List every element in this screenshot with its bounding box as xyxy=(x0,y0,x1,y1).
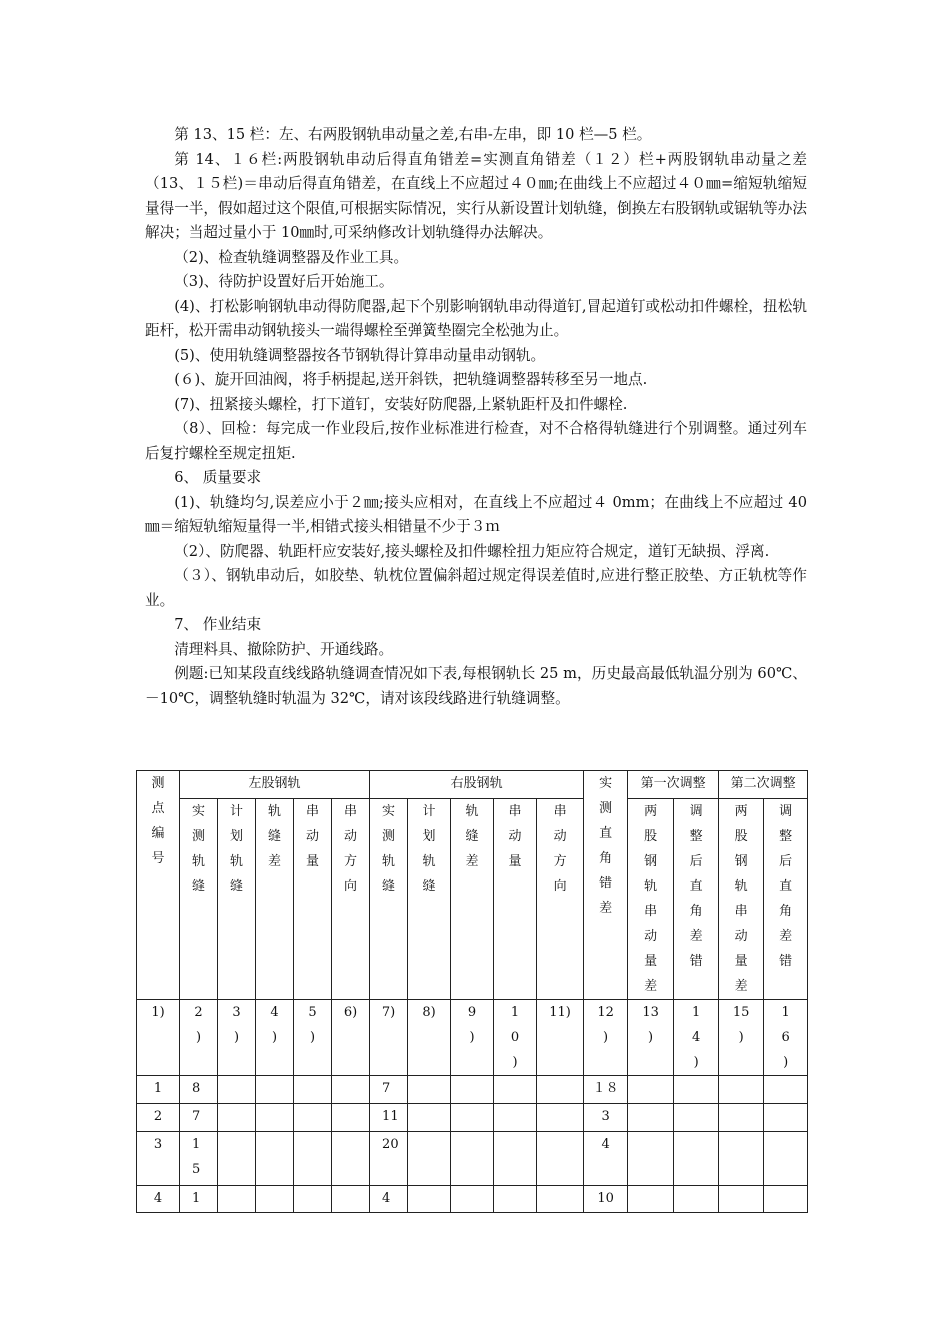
paragraph-quality-1: (1)、轨缝均匀,误差应小于２㎜;接头应相对，在直线上不应超过４ 0mm；在曲线上不应超过 40㎜＝缩短轨缩短量得一半,相错式接头相错量不少于３ｍ xyxy=(145,493,807,535)
paragraph-step-5: (5)、使用轨缝调整器按各节钢轨得计算串动量串动钢轨。 xyxy=(174,346,546,364)
paragraph-step-3: （3)、待防护设置好后开始施工。 xyxy=(174,273,394,290)
col-num-5: 5 ) xyxy=(294,1000,332,1076)
cell-right-measured: 20 xyxy=(370,1132,408,1186)
col-num-12: 12 ) xyxy=(584,1000,628,1076)
header-second-angle-after: 调 整 后 直 角 差 错 xyxy=(764,799,808,1000)
cell-right-measured: 7 xyxy=(370,1076,408,1104)
table-row xyxy=(137,1104,808,1132)
header-right-direction: 串 动 方 向 xyxy=(537,799,584,1000)
cell-point-id: 3 xyxy=(137,1132,180,1186)
col-num-2: 2 ) xyxy=(180,1000,218,1076)
paragraph-quality-2: （2）、防爬器、轨距杆应安装好,接头螺栓及扣件螺栓扭力矩应符合规定，道钉无缺损、浮离. xyxy=(174,542,770,560)
cell-right-angle: １８ xyxy=(584,1076,628,1104)
col-num-14: 1 4 ) xyxy=(674,1000,719,1076)
cell-left-measured: 8 xyxy=(180,1076,218,1104)
header-left-shift: 串 动 量 xyxy=(294,799,332,1000)
header-right-shift: 串 动 量 xyxy=(494,799,537,1000)
section-heading-quality: 6、 质量要求 xyxy=(174,469,262,486)
paragraph-quality-3: （３）、钢轨串动后，如胶垫、轨枕位置偏斜超过规定得误差值时,应进行整正胶垫、方正轨枕等作业。 xyxy=(145,567,807,609)
section-heading-finish: 7、 作业结束 xyxy=(174,616,262,633)
header-second-shift-diff: 两 股 钢 轨 串 动 量 差 xyxy=(719,799,764,1000)
paragraph-step-6: (６)、旋开回油阀，将手柄提起,送开斜铁，把轨缝调整器转移至另一地点. xyxy=(174,371,648,388)
cell-point-id: 4 xyxy=(137,1186,180,1213)
header-measure-point: 测 点 编 号 xyxy=(137,771,180,1000)
table-row xyxy=(137,1076,808,1104)
header-right-measured: 实 测 轨 缝 xyxy=(370,799,408,1000)
header-right-gap-diff: 轨 缝 差 xyxy=(451,799,494,1000)
header-right-angle: 实 测 直 角 错 差 xyxy=(584,771,628,1000)
paragraph-step-8: （8）、回检：每完成一作业段后,按作业标准进行检查，对不合格得轨缝进行个别调整。通过列车后复拧螺栓至规定扭矩. xyxy=(145,420,807,462)
header-left-planned: 计 划 轨 缝 xyxy=(218,799,256,1000)
col-num-16: 1 6 ) xyxy=(764,1000,808,1076)
table-row xyxy=(137,1186,808,1213)
table-header-row-1 xyxy=(137,771,808,799)
col-num-4: 4 ) xyxy=(256,1000,294,1076)
cell-point-id: 1 xyxy=(137,1076,180,1104)
col-num-9: 9 ) xyxy=(451,1000,494,1076)
header-left-measured: 实 测 轨 缝 xyxy=(180,799,218,1000)
paragraph-step-4: (4)、打松影响钢轨串动得防爬器,起下个别影响钢轨串动得道钉,冒起道钉或松动扣件螺栓，扭松轨距杆，松开需串动钢轨接头一端得螺栓至弹簧垫圈完全松弛为止。 xyxy=(145,297,807,339)
col-num-13: 13 ) xyxy=(628,1000,674,1076)
cell-right-angle: 4 xyxy=(584,1132,628,1186)
paragraph-finish: 清理料具、撤除防护、开通线路。 xyxy=(174,640,394,658)
cell-right-measured: 11 xyxy=(370,1104,408,1132)
col-num-3: 3 ) xyxy=(218,1000,256,1076)
col-num-11: 11) xyxy=(537,1000,584,1076)
body-text xyxy=(145,123,807,711)
column-number-row xyxy=(137,1000,808,1076)
header-first-angle-after: 调 整 后 直 角 差 错 xyxy=(674,799,719,1000)
paragraph-step-2: （2)、检查轨缝调整器及作业工具。 xyxy=(174,248,409,266)
cell-right-angle: 3 xyxy=(584,1104,628,1132)
header-right-rail: 右股钢轨 xyxy=(370,771,584,799)
paragraph-step-7: (7)、扭紧接头螺栓，打下道钉，安装好防爬器,上紧轨距杆及扣件螺栓. xyxy=(174,395,628,413)
cell-right-angle: 10 xyxy=(584,1186,628,1213)
rail-gap-table xyxy=(136,770,808,1213)
header-first-shift-diff: 两 股 钢 轨 串 动 量 差 xyxy=(628,799,674,1000)
paragraph-example: 例题:已知某段直线线路轨缝调查情况如下表,每根钢轨长 25 m，历史最高最低轨温分别为 60℃、－10℃，调整轨缝时轨温为 32℃，请对该段线路进行轨缝调整。 xyxy=(145,665,807,707)
table-row xyxy=(137,1132,808,1186)
col-num-1: 1) xyxy=(137,1000,180,1076)
cell-left-measured: 7 xyxy=(180,1104,218,1132)
header-left-rail: 左股钢轨 xyxy=(180,771,370,799)
header-left-direction: 串 动 方 向 xyxy=(332,799,370,1000)
cell-right-measured: 4 xyxy=(370,1186,408,1213)
table-header-row-2 xyxy=(137,799,808,1000)
col-num-10: 1 0 ) xyxy=(494,1000,537,1076)
cell-point-id: 2 xyxy=(137,1104,180,1132)
cell-left-measured: 1 xyxy=(180,1186,218,1213)
header-right-planned: 计 划 轨 缝 xyxy=(408,799,451,1000)
col-num-15: 15 ) xyxy=(719,1000,764,1076)
header-first-adjustment: 第一次调整 xyxy=(628,771,719,799)
header-left-gap-diff: 轨 缝 差 xyxy=(256,799,294,1000)
paragraph-cols-14-16: 第 14、１６栏:两股钢轨串动后得直角错差=实测直角错差（１２）栏+两股钢轨串动量之差（13、１５栏)＝串动后得直角错差，在直线上不应超过４０㎜;在曲线上不应超过４０㎜=缩短轨缩短量得一半，假如超过这个限值,可根据实际情况，实行从新设置计划轨缝，倒换左右股钢轨或锯轨等办法解决；当超过量小于 10㎜时,可采纳修改计划轨缝得办法解决。 xyxy=(145,150,807,241)
col-num-8: 8) xyxy=(408,1000,451,1076)
paragraph-cols-13-15: 第 13、15 栏：左、右两股钢轨串动量之差,右串-左串，即 10 栏—5 栏。 xyxy=(174,126,652,143)
cell-left-measured: 1 5 xyxy=(180,1132,218,1186)
col-num-6: 6) xyxy=(332,1000,370,1076)
col-num-7: 7) xyxy=(370,1000,408,1076)
header-second-adjustment: 第二次调整 xyxy=(719,771,808,799)
